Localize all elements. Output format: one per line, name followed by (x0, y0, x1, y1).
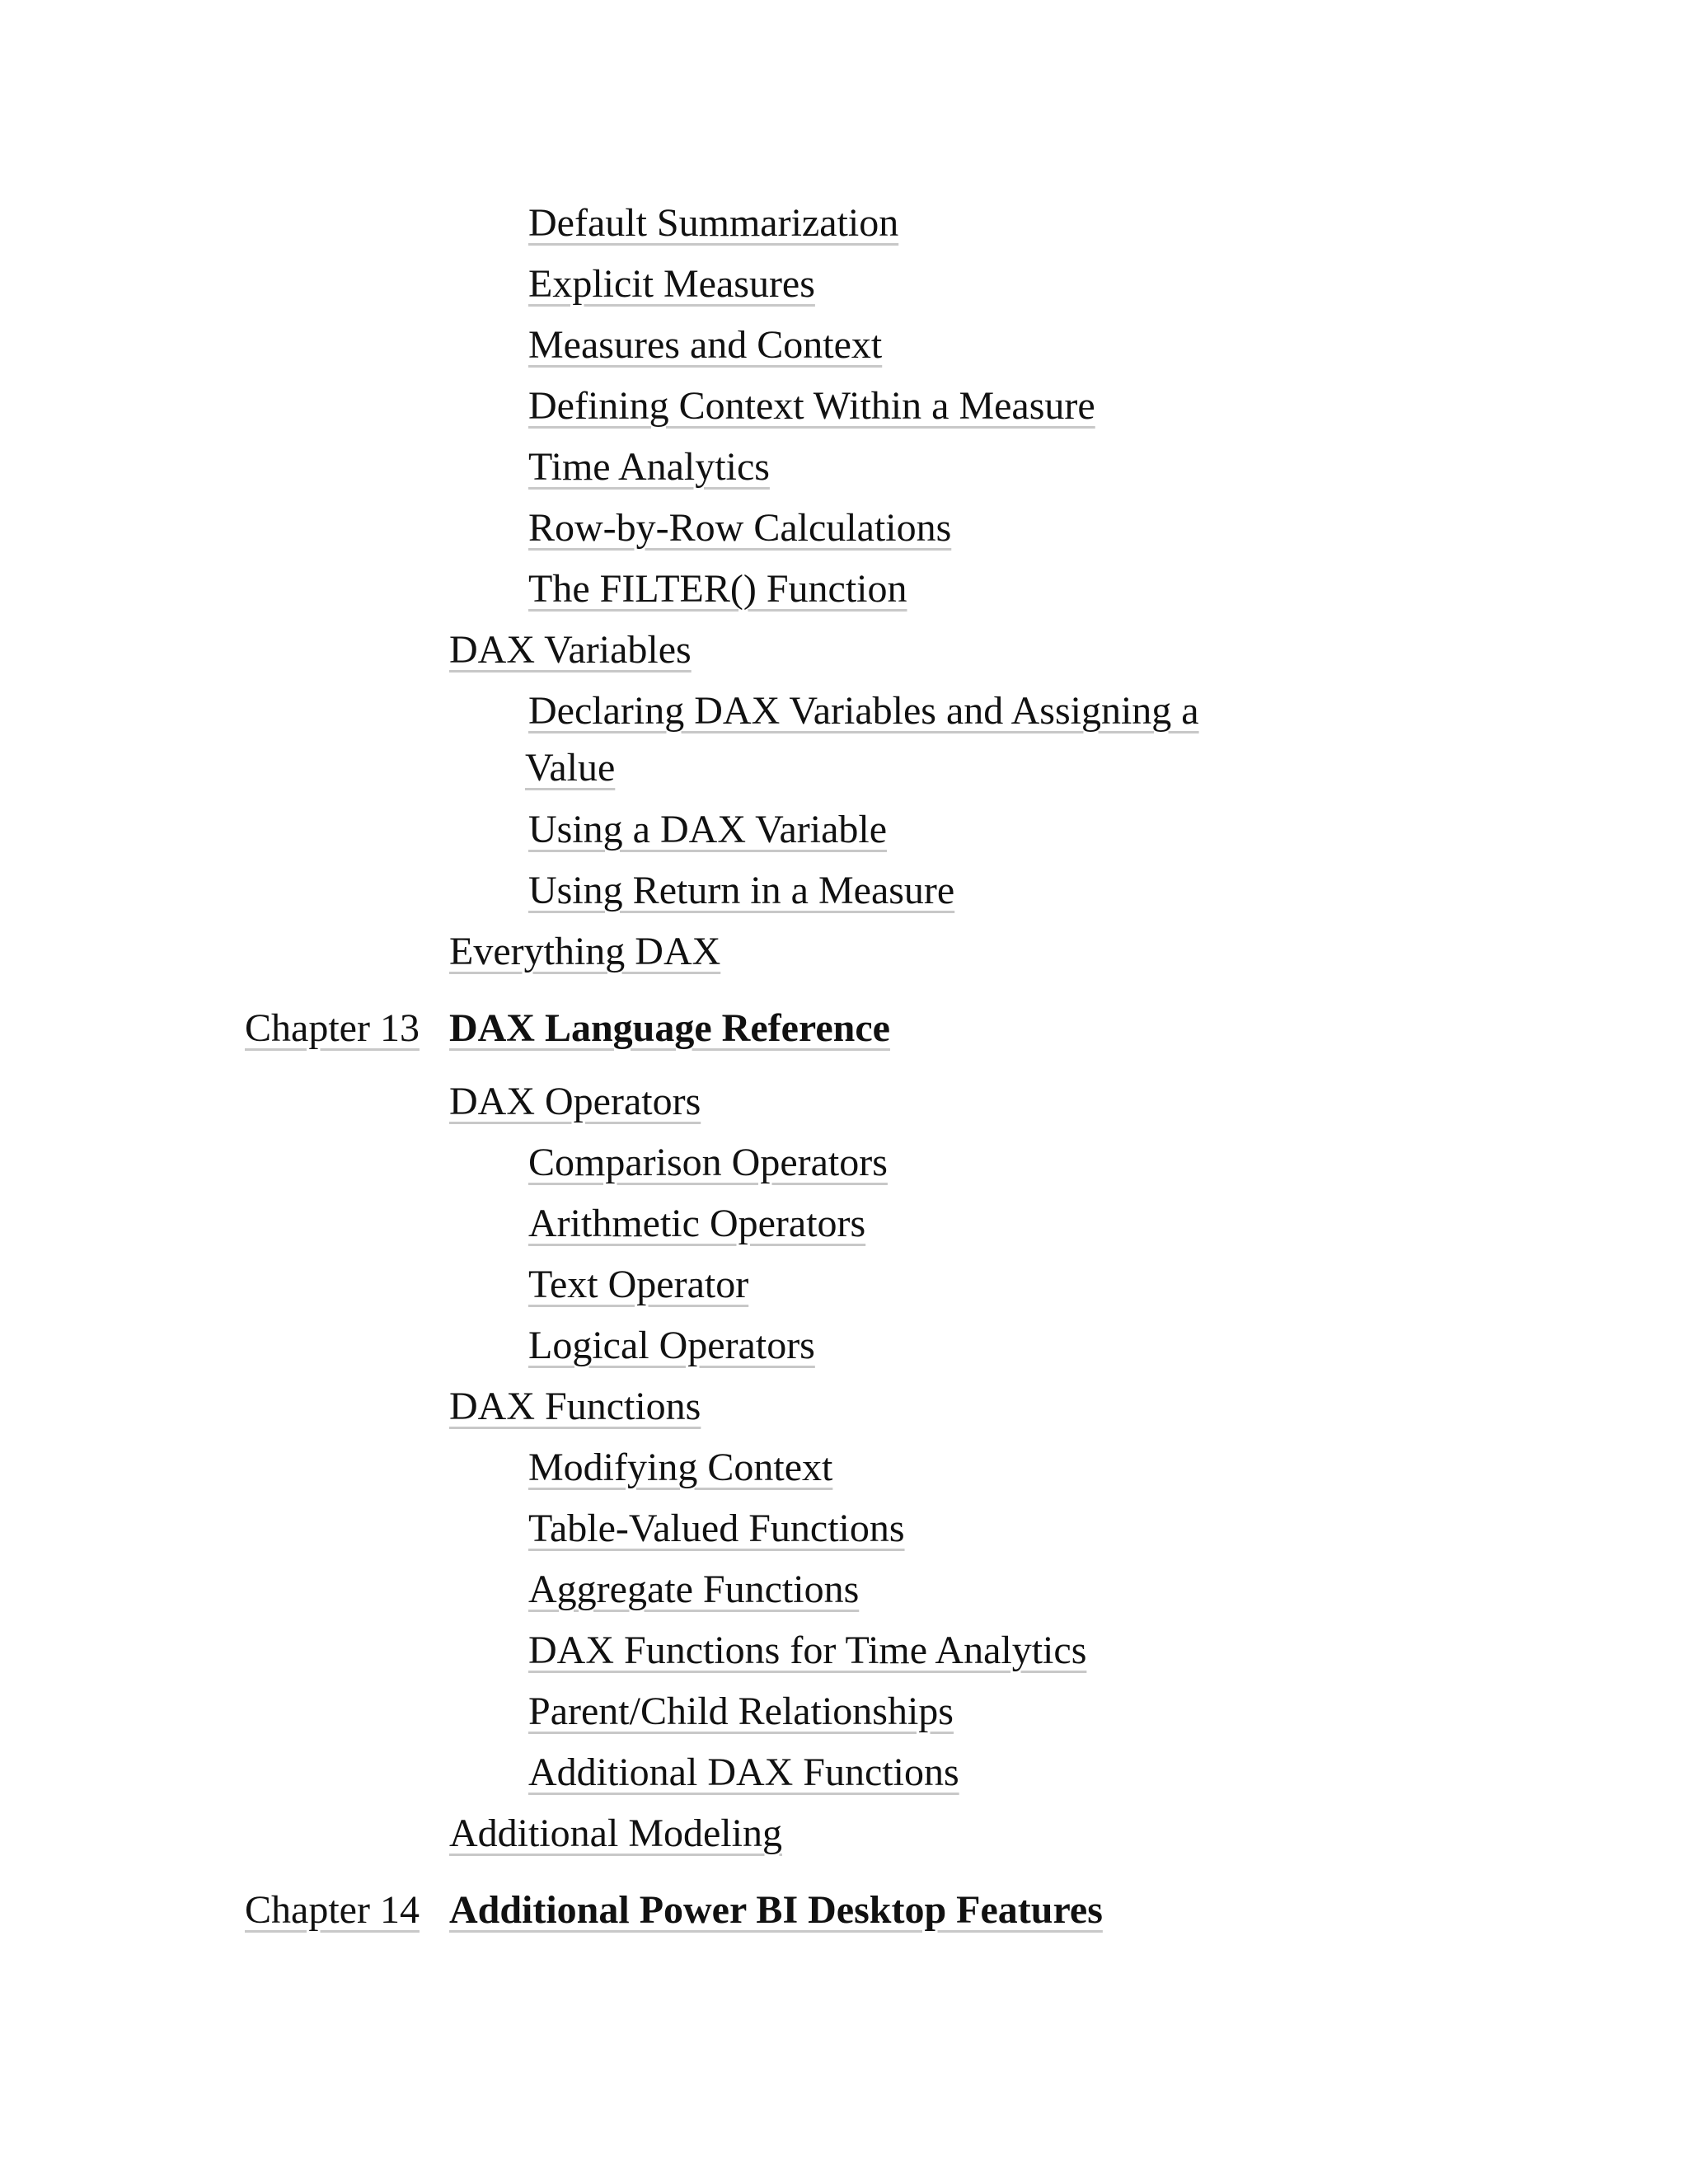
toc-chapter-14[interactable] (245, 1888, 1103, 1933)
toc-link-default-summarization[interactable]: Default Summarization (528, 201, 899, 245)
toc-link-explicit-measures[interactable]: Explicit Measures (528, 262, 815, 306)
toc-link-everything-dax[interactable]: Everything DAX (449, 930, 721, 973)
chapter-number: Chapter 13 (245, 1006, 420, 1050)
toc-link-declaring-dax-variables-cont[interactable]: Value (525, 746, 616, 790)
toc-link-dax-time-analytics[interactable]: DAX Functions for Time Analytics (528, 1629, 1087, 1672)
toc-link-using-return[interactable]: Using Return in a Measure (528, 869, 955, 912)
toc-link-dax-variables[interactable]: DAX Variables (449, 628, 692, 672)
toc-link-comparison-operators[interactable]: Comparison Operators (528, 1141, 888, 1184)
toc-link-modifying-context[interactable]: Modifying Context (528, 1446, 833, 1489)
toc-link-measures-and-context[interactable]: Measures and Context (528, 323, 883, 367)
toc-link-additional-modeling[interactable]: Additional Modeling (449, 1811, 782, 1855)
toc-link-text-operator[interactable]: Text Operator (528, 1263, 749, 1306)
toc-link-arithmetic-operators[interactable]: Arithmetic Operators (528, 1202, 866, 1245)
toc-link-dax-functions[interactable]: DAX Functions (449, 1385, 701, 1428)
toc-link-using-dax-variable[interactable]: Using a DAX Variable (528, 808, 888, 851)
toc-link-aggregate-functions[interactable]: Aggregate Functions (528, 1568, 860, 1611)
toc-link-row-by-row[interactable]: Row-by-Row Calculations (528, 506, 952, 550)
toc-link-parent-child[interactable]: Parent/Child Relationships (528, 1690, 954, 1733)
toc-link-defining-context[interactable]: Defining Context Within a Measure (528, 384, 1095, 428)
chapter-number: Chapter 14 (245, 1888, 420, 1932)
toc-link-filter-function[interactable]: The FILTER() Function (528, 567, 907, 611)
toc-link-time-analytics[interactable]: Time Analytics (528, 445, 770, 489)
chapter-title: Additional Power BI Desktop Features (448, 1888, 1103, 1932)
chapter-title: DAX Language Reference (448, 1006, 890, 1050)
toc-link-additional-dax-functions[interactable]: Additional DAX Functions (528, 1750, 959, 1794)
toc-link-logical-operators[interactable]: Logical Operators (528, 1324, 815, 1367)
toc-link-dax-operators[interactable]: DAX Operators (449, 1080, 701, 1123)
toc-link-declaring-dax-variables[interactable]: Declaring DAX Variables and Assigning a (528, 689, 1199, 733)
toc-link-table-valued-functions[interactable]: Table-Valued Functions (528, 1507, 905, 1550)
toc-chapter-13[interactable] (245, 1006, 890, 1051)
